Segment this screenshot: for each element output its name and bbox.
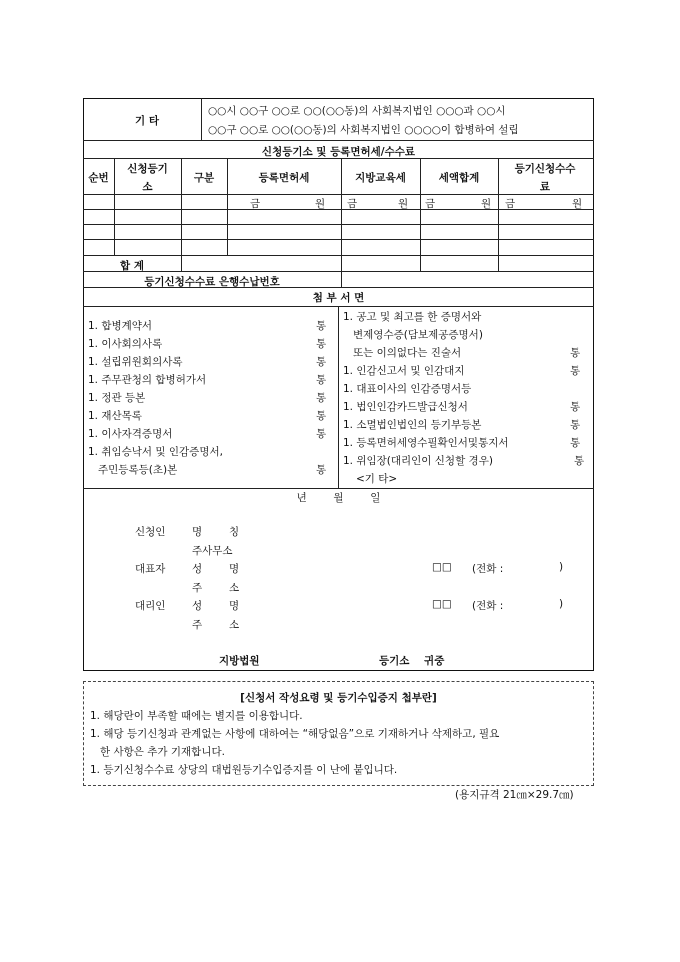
notes-item-2-cont: 한 사항은 추가 기재합니다. <box>90 746 225 758</box>
notes-title: [신청서 작성요령 및 등기수입증지 첩부란] <box>240 692 437 704</box>
gita-label: 기 타 <box>135 115 159 127</box>
attach-right-other: <기 타> <box>356 473 398 485</box>
won-suffix-reg: 원 <box>315 198 326 210</box>
won-prefix-edu: 금 <box>347 198 358 210</box>
agent-seal-box[interactable]: □□ <box>432 598 452 610</box>
rep-phone-close: ) <box>559 561 564 573</box>
agent-phone-label[interactable]: (전화 : <box>472 600 504 612</box>
attach-right-3: 또는 이의없다는 진술서 <box>343 347 462 359</box>
registry-office-label: 등기소 귀중 <box>379 655 445 667</box>
rep-seal-box[interactable]: □□ <box>432 561 452 573</box>
attach-right-unit-7: 통 <box>570 419 581 431</box>
agent-name-seong: 성 <box>192 600 203 612</box>
rep-name-seong: 성 <box>192 563 203 575</box>
notes-item-1: 1. 해당란이 부족할 때에는 별지를 이용합니다. <box>90 710 303 722</box>
attach-left-unit-3: 통 <box>316 356 327 368</box>
district-court-label: 지방법원 <box>219 655 260 667</box>
notes-item-3: 1. 등기신청수수료 상당의 대법원등기수입증지를 이 난에 붙입니다. <box>90 764 398 776</box>
attach-left-7: 1. 이사자격증명서 <box>88 428 173 440</box>
header-reg-tax: 등록면허세 <box>258 172 310 184</box>
header-fee-line2: 료 <box>539 181 551 193</box>
attach-left-2: 1. 이사회의사록 <box>88 338 163 350</box>
attach-right-unit-6: 통 <box>570 401 581 413</box>
won-prefix-sum: 금 <box>425 198 436 210</box>
won-prefix-fee: 금 <box>505 198 516 210</box>
gita-text-line2[interactable]: ○○구 ○○로 ○○(○○동)의 사회복지법인 ○○○○이 합병하여 설립 <box>208 124 519 136</box>
agent-name-myeong: 명 <box>229 600 240 612</box>
header-type: 구분 <box>193 172 215 184</box>
fee-section-title: 신청등기소 및 등록면허세/수수료 <box>261 146 416 158</box>
agent-label: 대리인 <box>135 600 166 612</box>
agent-address-so: 소 <box>229 619 240 631</box>
attach-right-4: 1. 인감신고서 및 인감대지 <box>343 365 465 377</box>
attach-left-5: 1. 정관 등본 <box>88 392 146 404</box>
attach-right-8: 1. 등록면허세영수필확인서및통지서 <box>343 437 509 449</box>
attach-right-unit-9: 통 <box>574 455 585 467</box>
notes-item-2: 1. 해당 등기신청과 관계없는 사항에 대하여는 “해당없음”으로 기재하거나 삭제하고, 필요 <box>90 728 500 740</box>
bank-receipt-label: 등기신청수수료 은행수납번호 <box>144 276 280 288</box>
header-seq: 순번 <box>88 172 109 184</box>
won-suffix-fee: 원 <box>572 198 583 210</box>
won-prefix-reg: 금 <box>250 198 261 210</box>
won-suffix-edu: 원 <box>398 198 409 210</box>
attach-left-unit-1: 통 <box>316 320 327 332</box>
applicant-label: 신청인 <box>135 526 166 538</box>
representative-label: 대표자 <box>135 563 166 575</box>
header-sum: 세액합계 <box>438 172 480 184</box>
rep-address-ju: 주 <box>192 582 203 594</box>
attach-left-unit-5: 통 <box>316 392 327 404</box>
header-office-line1: 신청등기 <box>127 163 168 175</box>
attach-right-unit-8: 통 <box>570 437 581 449</box>
application-date[interactable]: 년 월 일 <box>296 492 381 504</box>
header-edu-tax: 지방교육세 <box>355 172 406 184</box>
total-label: 합 계 <box>120 260 144 272</box>
main-office-label: 주사무소 <box>192 545 233 557</box>
attach-right-5: 1. 대표이사의 인감증명서등 <box>343 383 472 395</box>
attach-right-1: 1. 공고 및 최고를 한 증명서와 <box>343 311 482 323</box>
attachments-title: 첨 부 서 면 <box>312 292 365 304</box>
attach-left-unit-2: 통 <box>316 338 327 350</box>
attach-left-unit-7: 통 <box>316 428 327 440</box>
paper-size-note: (용지규격 21㎝×29.7㎝) <box>455 789 574 801</box>
attach-left-9: 주민등록등(초)본 <box>88 464 178 476</box>
attach-right-6: 1. 법인인감카드발급신청서 <box>343 401 468 413</box>
attach-left-1: 1. 합병계약서 <box>88 320 153 332</box>
header-office-line2: 소 <box>142 181 153 193</box>
attach-left-8: 1. 취임승낙서 및 인감증명서, <box>88 446 223 458</box>
name-label-b: 칭 <box>229 526 240 538</box>
won-suffix-sum: 원 <box>481 198 492 210</box>
attach-left-3: 1. 설립위원회의사록 <box>88 356 183 368</box>
attach-right-7: 1. 소멸법인법인의 등기부등본 <box>343 419 482 431</box>
attach-right-2: 변제영수증(담보제공증명서) <box>343 329 483 341</box>
gita-text-line1[interactable]: ○○시 ○○구 ○○로 ○○(○○동)의 사회복지법인 ○○○과 ○○시 <box>208 105 506 117</box>
attach-left-4: 1. 주무관청의 합병허가서 <box>88 374 207 386</box>
attach-left-unit-9: 통 <box>316 464 327 476</box>
attach-left-6: 1. 재산목록 <box>88 410 142 422</box>
attach-left-unit-6: 통 <box>316 410 327 422</box>
rep-phone-label[interactable]: (전화 : <box>472 563 504 575</box>
header-fee-line1: 등기신청수수 <box>514 163 576 175</box>
name-label-a: 명 <box>192 526 203 538</box>
attach-right-9: 1. 위임장(대리인이 신청할 경우) <box>343 455 493 467</box>
attach-left-unit-4: 통 <box>316 374 327 386</box>
agent-address-ju: 주 <box>192 619 203 631</box>
rep-name-myeong: 명 <box>229 563 240 575</box>
agent-phone-close: ) <box>559 598 564 610</box>
attach-right-unit-3: 통 <box>570 347 581 359</box>
rep-address-so: 소 <box>229 582 240 594</box>
attach-right-unit-4: 통 <box>570 365 581 377</box>
